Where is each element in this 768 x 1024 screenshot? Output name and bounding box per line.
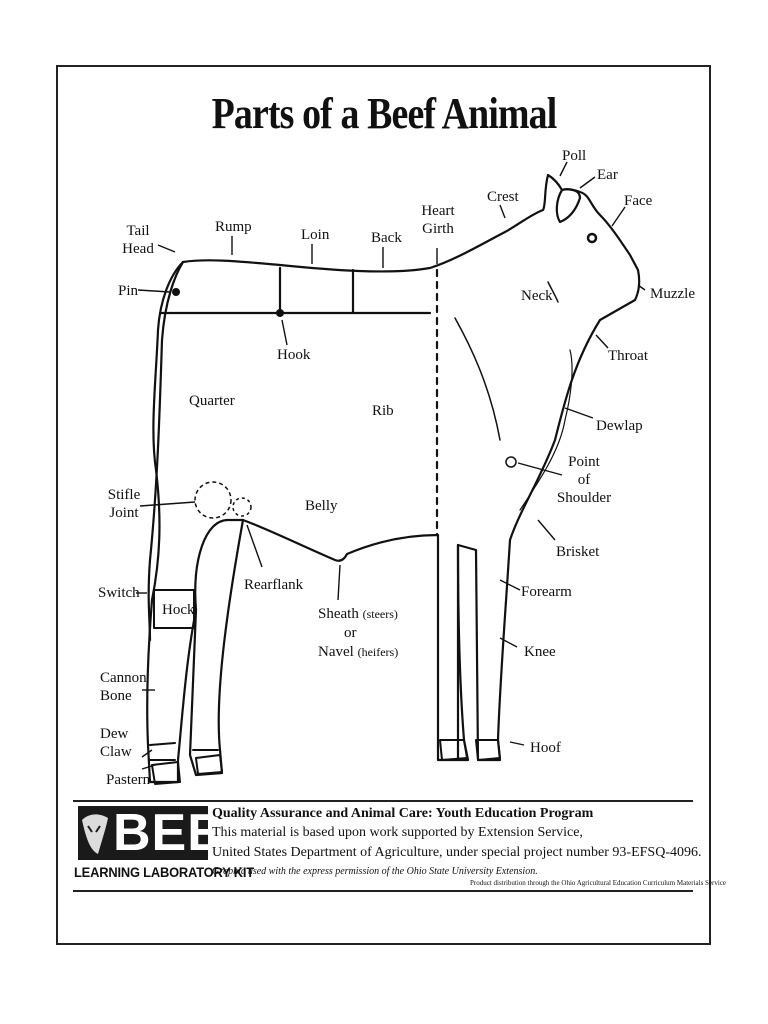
eye [588, 234, 596, 242]
footer-program-title: Quality Assurance and Animal Care: Youth Education Program [212, 806, 594, 821]
label-navel: Navel (heifers) [318, 644, 399, 660]
label-heart-girth: Heart Girth [421, 203, 455, 237]
label-muzzle: Muzzle [650, 286, 695, 302]
hook-point [276, 309, 284, 317]
label-throat: Throat [608, 348, 648, 364]
footer-support-line: This material is based upon work supported by Extension Service, [212, 825, 583, 840]
pin-point [172, 288, 180, 296]
label-belly: Belly [305, 498, 338, 514]
label-pastern: Pastern [106, 772, 151, 788]
diagram-title: Parts of a Beef Animal [211, 89, 557, 138]
footer-bottom-rule [73, 890, 693, 892]
label-sheath: Sheath (steers) [318, 606, 398, 622]
steer-head-logo-icon [78, 806, 114, 860]
label-back: Back [371, 230, 402, 246]
label-quarter: Quarter [189, 393, 235, 409]
footer-top-rule [73, 800, 693, 802]
label-dew-claw: Dew Claw [100, 726, 132, 760]
label-switch: Switch [98, 585, 140, 601]
label-brisket: Brisket [556, 544, 600, 560]
label-dewlap: Dewlap [596, 418, 643, 434]
label-neck: Neck [521, 288, 553, 304]
label-or: or [344, 625, 357, 641]
label-forearm: Forearm [521, 584, 572, 600]
label-poll: Poll [562, 148, 587, 164]
label-ear: Ear [597, 167, 618, 183]
shoulder-point [506, 457, 516, 467]
beef-logo-word: BEEF [113, 804, 256, 862]
label-pin: Pin [118, 283, 139, 299]
label-tail-head: Tail Head [122, 223, 154, 257]
footer-permission-line: Graphic used with the express permission of the Ohio State University Extension. [212, 866, 538, 877]
label-rib: Rib [372, 403, 394, 419]
label-crest: Crest [487, 189, 519, 205]
footer-usda-line: United States Department of Agriculture, under special project number 93-EFSQ-4096. [212, 845, 702, 860]
label-knee: Knee [524, 644, 556, 660]
label-hock: Hock [162, 602, 195, 618]
label-point-of-shoulder: Point of Shoulder [556, 454, 612, 506]
label-hook: Hook [277, 347, 311, 363]
learning-lab-kit-text: LEARNING LABORATORY KIT [74, 864, 254, 880]
label-stifle-joint: Stifle Joint [107, 487, 141, 521]
label-hoof: Hoof [530, 740, 561, 756]
label-face: Face [624, 193, 653, 209]
ear-shape [557, 189, 580, 222]
label-rearflank: Rearflank [244, 577, 304, 593]
label-cannon-bone: Cannon Bone [100, 670, 147, 704]
footer-distribution-line: Product distribution through the Ohio Agricultural Education Curriculum Materials Service [470, 879, 727, 887]
label-rump: Rump [215, 219, 252, 235]
label-loin: Loin [301, 227, 330, 243]
